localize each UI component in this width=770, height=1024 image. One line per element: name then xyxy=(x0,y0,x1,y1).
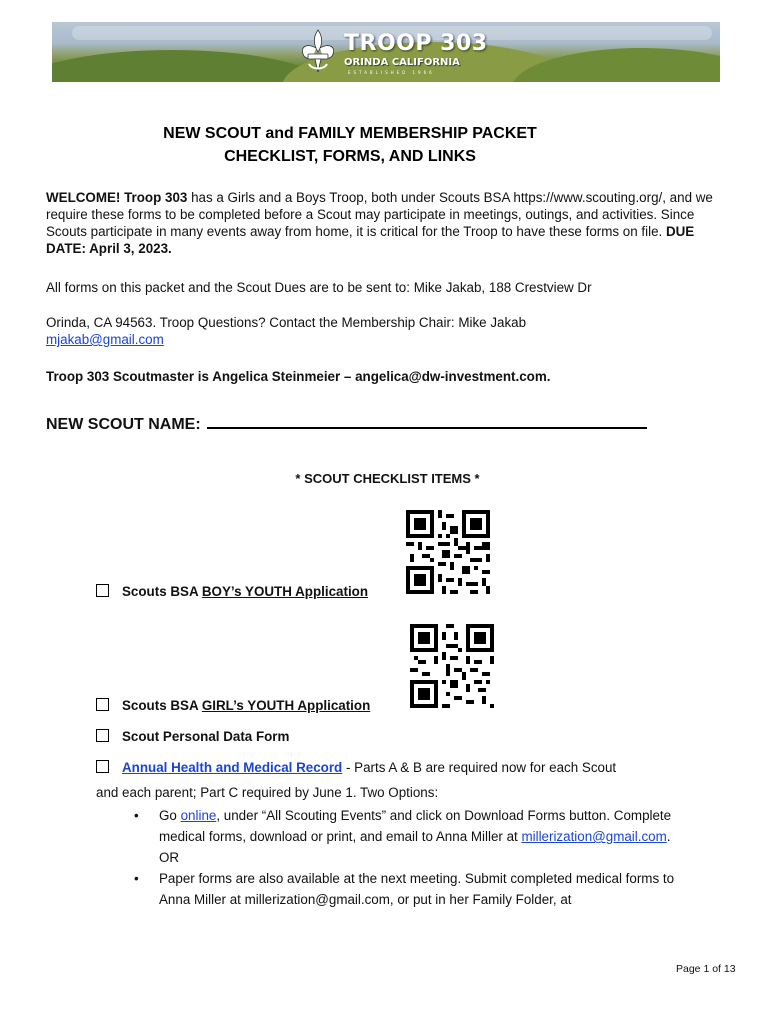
personal-data-label: Scout Personal Data Form xyxy=(122,729,290,744)
checkbox-icon[interactable] xyxy=(96,698,109,711)
health-options-list xyxy=(134,805,694,910)
page-subtitle: CHECKLIST, FORMS, AND LINKS xyxy=(224,148,476,165)
boy-application-link[interactable]: BOY’s YOUTH Application xyxy=(201,584,369,599)
contact-text: Orinda, CA 94563. Troop Questions? Contact the Membership Chair: Mike Jakab xyxy=(46,315,527,330)
qr-code-icon[interactable] xyxy=(406,510,490,594)
checklist-item-health-record xyxy=(96,760,616,775)
bullet-icon: • xyxy=(134,871,139,886)
page-title: NEW SCOUT and FAMILY MEMBERSHIP PACKET xyxy=(163,125,537,142)
list-item xyxy=(134,805,694,868)
checkbox-icon[interactable] xyxy=(96,760,109,773)
banner-town: ORINDA CALIFORNIA xyxy=(344,57,460,68)
option1-text: , under “All Scouting Events” and click on Download Forms button. Complete medical forms, download or print, and email to Anna Miller at xyxy=(159,808,672,844)
bullet-icon: • xyxy=(134,808,139,823)
forms-sent-paragraph: All forms on this packet and the Scout Dues are to be sent to: Mike Jakab, 188 Crestview Dr xyxy=(46,280,592,295)
header-banner xyxy=(52,22,720,82)
boy-application-prefix: Scouts BSA xyxy=(122,584,202,599)
fleur-de-lis-icon xyxy=(296,28,340,76)
girl-application-link[interactable]: GIRL’s YOUTH Application xyxy=(201,698,371,713)
contact-paragraph xyxy=(46,314,736,348)
new-scout-name-field[interactable] xyxy=(46,413,647,434)
health-record-text: - Parts A & B are required now for each Scout xyxy=(342,760,617,775)
checkbox-icon[interactable] xyxy=(96,729,109,742)
health-record-continued: and each parent; Part C required by June 1. Two Options: xyxy=(96,785,439,800)
welcome-paragraph xyxy=(46,189,736,257)
health-record-link[interactable]: Annual Health and Medical Record xyxy=(122,760,343,775)
list-item xyxy=(134,868,694,910)
new-scout-name-label: NEW SCOUT NAME: xyxy=(46,416,201,433)
banner-hill xyxy=(512,48,720,82)
medical-email-link[interactable]: millerization@gmail.com xyxy=(521,829,667,844)
banner-troop-title: TROOP 303 xyxy=(344,31,488,56)
option1-pre: Go xyxy=(159,808,181,823)
checklist-heading: * SCOUT CHECKLIST ITEMS * xyxy=(295,471,480,486)
girl-application-prefix: Scouts BSA xyxy=(122,698,202,713)
checklist-item-personal-data xyxy=(96,729,289,744)
online-link[interactable]: online xyxy=(180,808,217,823)
page-number: Page 1 of 13 xyxy=(676,963,736,975)
membership-email-link[interactable]: mjakab@gmail.com xyxy=(46,332,164,347)
checklist-item-boy-application xyxy=(96,584,368,599)
checkbox-icon[interactable] xyxy=(96,584,109,597)
welcome-lead: WELCOME! Troop 303 xyxy=(46,190,188,205)
checklist-item-girl-application xyxy=(96,698,370,713)
option2-text: Paper forms are also available at the next meeting. Submit completed medical forms to Anna Miller at millerization@gmail.com, or put in her Family Folder, at xyxy=(159,871,675,907)
welcome-text: has a Girls and a Boys Troop, both under Scouts BSA https://www.scouting.org/, and we require these forms to be completed before a Scout may participate in meetings, outings, and activities. Since Scouts participate in many events away from home, it is critical for the Troop to have these forms on file. xyxy=(46,190,713,239)
qr-code-icon[interactable] xyxy=(410,624,494,708)
banner-established: ESTABLISHED 1966 xyxy=(348,70,435,75)
option1-end: . OR xyxy=(159,829,671,865)
new-scout-name-line[interactable] xyxy=(207,413,647,429)
due-date: DUE DATE: April 3, 2023. xyxy=(46,224,695,256)
scoutmaster-line: Troop 303 Scoutmaster is Angelica Steinmeier – angelica@dw-investment.com. xyxy=(46,369,551,384)
